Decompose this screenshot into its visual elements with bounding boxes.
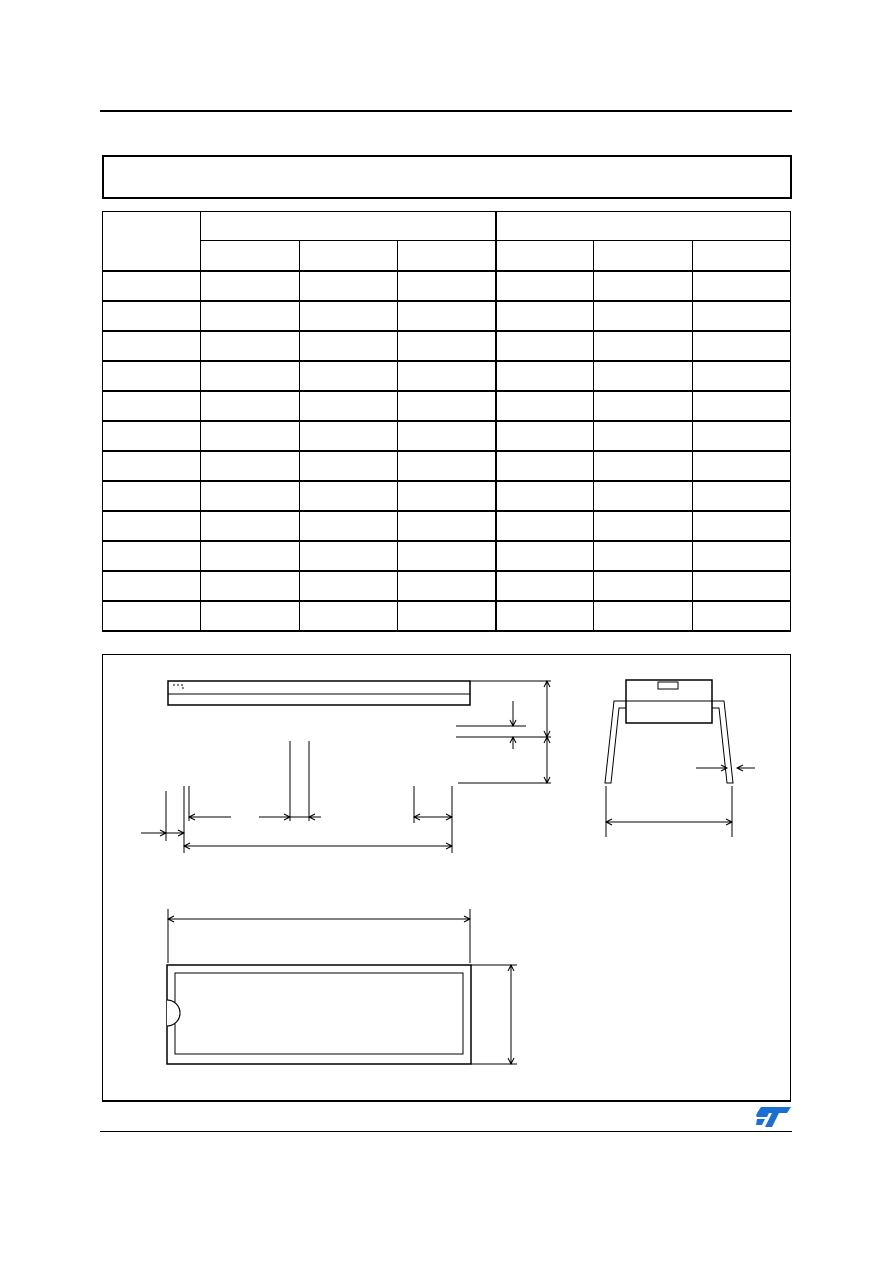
mm-min-header [201, 241, 299, 271]
mm-group-header [201, 212, 496, 241]
table-row [103, 301, 791, 331]
table-row [103, 541, 791, 571]
table-header-row [103, 212, 791, 241]
table-row [103, 451, 791, 481]
dimensions-table [102, 211, 791, 632]
package-drawing [103, 655, 790, 1100]
end-view [605, 680, 755, 837]
inch-max-header [692, 241, 790, 271]
top-view [167, 909, 517, 1064]
table-row [103, 601, 791, 631]
table-row [103, 271, 791, 301]
table-subheader-row [103, 241, 791, 271]
table-row [103, 361, 791, 391]
inch-group-header [496, 212, 791, 241]
side-dimensions [141, 681, 551, 853]
header-rule [100, 110, 792, 112]
table-row [103, 391, 791, 421]
side-view [168, 681, 470, 705]
inch-min-header [496, 241, 594, 271]
dim-header-cell [103, 212, 201, 272]
mm-max-header [397, 241, 495, 271]
table-row [103, 511, 791, 541]
table-row [103, 481, 791, 511]
table-row [103, 331, 791, 361]
mm-typ-header [299, 241, 397, 271]
table-row [103, 571, 791, 601]
footer-rule [100, 1131, 792, 1132]
inch-typ-header [594, 241, 692, 271]
table-title-box [102, 155, 792, 199]
st-logo-icon [755, 1105, 793, 1129]
table-row [103, 421, 791, 451]
package-drawing-frame [102, 654, 791, 1102]
